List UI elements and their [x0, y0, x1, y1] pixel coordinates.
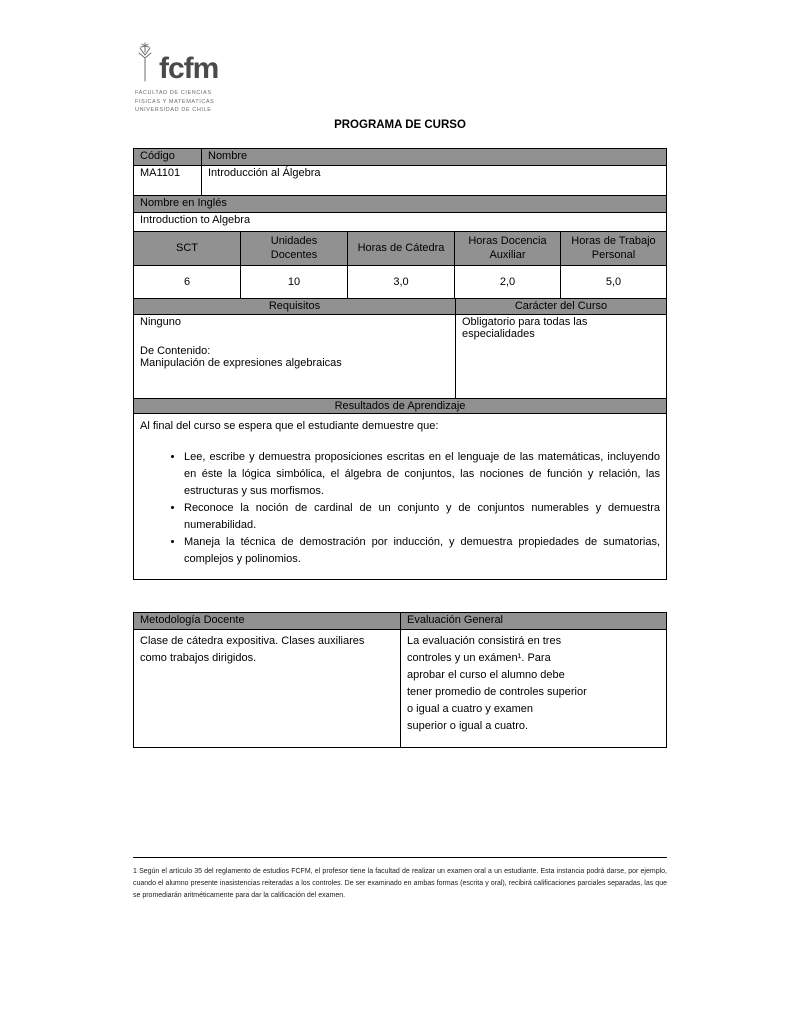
- requisitos-line-de-contenido: De Contenido:: [140, 345, 211, 357]
- logo-brand-text: fcfm: [159, 52, 219, 85]
- evaluacion-line-6: superior o igual a cuatro.: [407, 720, 529, 732]
- page-title: PROGRAMA DE CURSO: [334, 119, 466, 131]
- metodologia-text: Clase de cátedra expositiva. Clases auxiliares como trabajos dirigidos.: [140, 635, 365, 664]
- nombre-ingles-header: Nombre en Inglés: [134, 196, 667, 213]
- sct-value: 6: [134, 266, 241, 299]
- evaluacion-line-1: La evaluación consistirá en tres: [407, 635, 562, 647]
- metodologia-docente-cell: [134, 630, 401, 748]
- methodology-evaluation-table: [133, 612, 667, 748]
- caracter-curso-header: Carácter del Curso: [456, 299, 667, 315]
- horas-trabajo-personal-value: 5,0: [561, 266, 667, 299]
- horas-docencia-auxiliar-header: Horas Docencia Auxiliar: [455, 232, 561, 266]
- metodologia-docente-header: Metodología Docente: [134, 613, 401, 630]
- evaluacion-general-header: Evaluación General: [401, 613, 667, 630]
- nombre-header: Nombre: [202, 149, 667, 166]
- university-emblem-icon: [135, 42, 155, 82]
- nombre-value: Introducción al Álgebra: [202, 166, 667, 196]
- credits-hours-table: [133, 231, 667, 299]
- resultados-bullet-2: • Reconoce la noción de cardinal de un conjunto y de conjuntos numerables y demuestra numerabilidad.: [184, 500, 660, 534]
- logo-caption-line3: UNIVERSIDAD DE CHILE: [135, 107, 212, 114]
- unidades-docentes-header: Unidades Docentes: [241, 232, 348, 266]
- methodology-evaluation-section: [133, 612, 667, 748]
- sct-header: SCT: [134, 232, 241, 266]
- nombre-ingles-value: Introduction to Algebra: [134, 213, 667, 232]
- requisitos-cell: [134, 315, 456, 399]
- requisitos-table: [133, 298, 667, 399]
- resultados-bullet-1: • Lee, escribe y demuestra proposiciones escritas en el lenguaje de las matemáticas, incluyendo en éste la lógica simbólica, el álgebra de conjuntos, las nociones de función y relación, las estructuras y sus morfismos.: [184, 449, 660, 500]
- logo-caption: [135, 89, 245, 115]
- spacer: [140, 328, 449, 345]
- resultados-cell: [134, 414, 667, 580]
- resultados-header: Resultados de Aprendizaje: [134, 399, 667, 414]
- requisitos-line-ninguno: Ninguno: [140, 316, 181, 328]
- evaluacion-line-5: o igual a cuatro y examen: [407, 703, 533, 715]
- resultados-bullet-list: [140, 449, 660, 568]
- footnote-text: 1 Según el artículo 35 del reglamento de estudios FCFM, el profesor tiene la facultad de realizar un examen oral a un estudiante. Esta instancia podrá darse, por ejemplo, cuando el alumno presente inasistencias reiteradas a los controles. De ser examinado en ambas formas (escrita y oral), recibirá calificaciones parciales separadas, las que se promediarán aritméticamente para dar la calificación del examen.: [133, 868, 667, 899]
- requisitos-header: Requisitos: [134, 299, 456, 315]
- caracter-curso-value: Obligatorio para todas las especialidades: [456, 315, 667, 399]
- evaluacion-line-2: controles y un exámen¹. Para: [407, 652, 551, 664]
- resultados-bullet-3: • Maneja la técnica de demostración por inducción, y demuestra propiedades de sumatorias, complejos y polinomios.: [184, 534, 660, 568]
- requisitos-line-manipulacion: Manipulación de expresiones algebraicas: [140, 357, 342, 369]
- course-program-tables: [133, 148, 667, 580]
- evaluacion-line-3: aprobar el curso el alumno debe: [407, 669, 565, 681]
- evaluacion-line-4: tener promedio de controles superior: [407, 686, 587, 698]
- codigo-header: Código: [134, 149, 202, 166]
- course-code-table: [133, 148, 667, 196]
- resultados-intro: Al final del curso se espera que el estudiante demuestre que:: [140, 420, 439, 432]
- logo-caption-line2: FISICAS Y MATEMATICAS: [135, 98, 215, 105]
- fcfm-logo: [135, 42, 245, 115]
- unidades-docentes-value: 10: [241, 266, 348, 299]
- footnote-section: [133, 857, 667, 902]
- english-name-table: [133, 195, 667, 232]
- horas-catedra-value: 3,0: [348, 266, 455, 299]
- horas-catedra-header: Horas de Cátedra: [348, 232, 455, 266]
- codigo-value: MA1101: [134, 166, 202, 196]
- resultados-aprendizaje-table: [133, 398, 667, 580]
- horas-docencia-auxiliar-value: 2,0: [455, 266, 561, 299]
- evaluacion-general-cell: [401, 630, 667, 748]
- logo-caption-line1: FACULTAD DE CIENCIAS: [135, 90, 212, 96]
- horas-trabajo-personal-header: Horas de Trabajo Personal: [561, 232, 667, 266]
